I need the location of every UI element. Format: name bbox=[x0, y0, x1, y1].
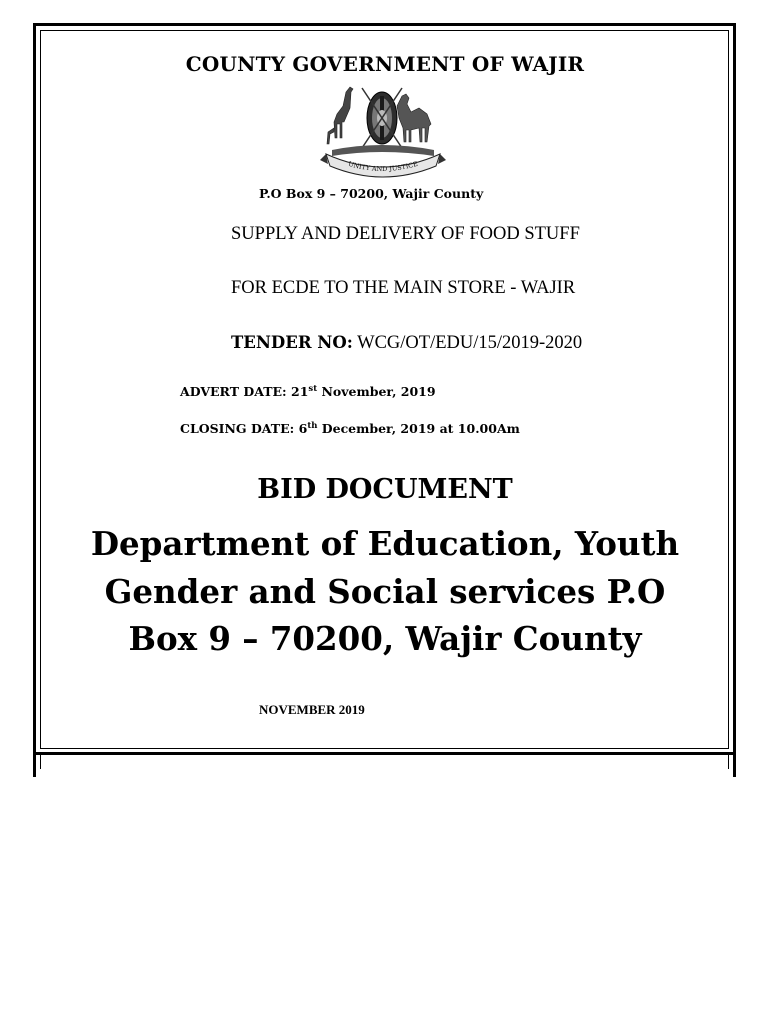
tender-subject-line-2: FOR ECDE TO THE MAIN STORE - WAJIR bbox=[231, 278, 576, 298]
border-tail-left bbox=[33, 755, 36, 777]
tender-subject-line-1: SUPPLY AND DELIVERY OF FOOD STUFF bbox=[231, 224, 580, 244]
department-line-2: Gender and Social services P.O bbox=[104, 572, 666, 611]
advert-date-rest: November, 2019 bbox=[317, 384, 436, 399]
border-tail-left-inner bbox=[40, 755, 41, 769]
county-title: COUNTY GOVERNMENT OF WAJIR bbox=[185, 52, 585, 76]
closing-date-suffix: th bbox=[307, 421, 318, 431]
crest-motto: UNITY AND JUSTICE bbox=[347, 159, 419, 174]
border-tail-right-inner bbox=[728, 755, 729, 769]
border-tail-right bbox=[733, 755, 736, 777]
county-crest-icon bbox=[318, 84, 448, 180]
closing-date bbox=[180, 421, 520, 436]
department-line-3: Box 9 – 70200, Wajir County bbox=[128, 619, 642, 658]
closing-date-rest: December, 2019 at 10.00Am bbox=[317, 421, 520, 436]
po-box-address: P.O Box 9 – 70200, Wajir County bbox=[259, 186, 484, 201]
advert-date bbox=[180, 384, 436, 399]
advert-date-label: ADVERT DATE: 21 bbox=[180, 384, 309, 399]
document-title: BID DOCUMENT bbox=[257, 474, 513, 505]
document-month: NOVEMBER 2019 bbox=[259, 702, 365, 717]
closing-date-label: CLOSING DATE: 6 bbox=[180, 421, 308, 436]
tender-number-label: TENDER NO: bbox=[231, 333, 353, 352]
tender-number-value: WCG/OT/EDU/15/2019-2020 bbox=[352, 333, 583, 353]
department-line-1: Department of Education, Youth bbox=[90, 524, 680, 563]
tender-number bbox=[231, 333, 582, 354]
advert-date-suffix: st bbox=[308, 384, 318, 394]
